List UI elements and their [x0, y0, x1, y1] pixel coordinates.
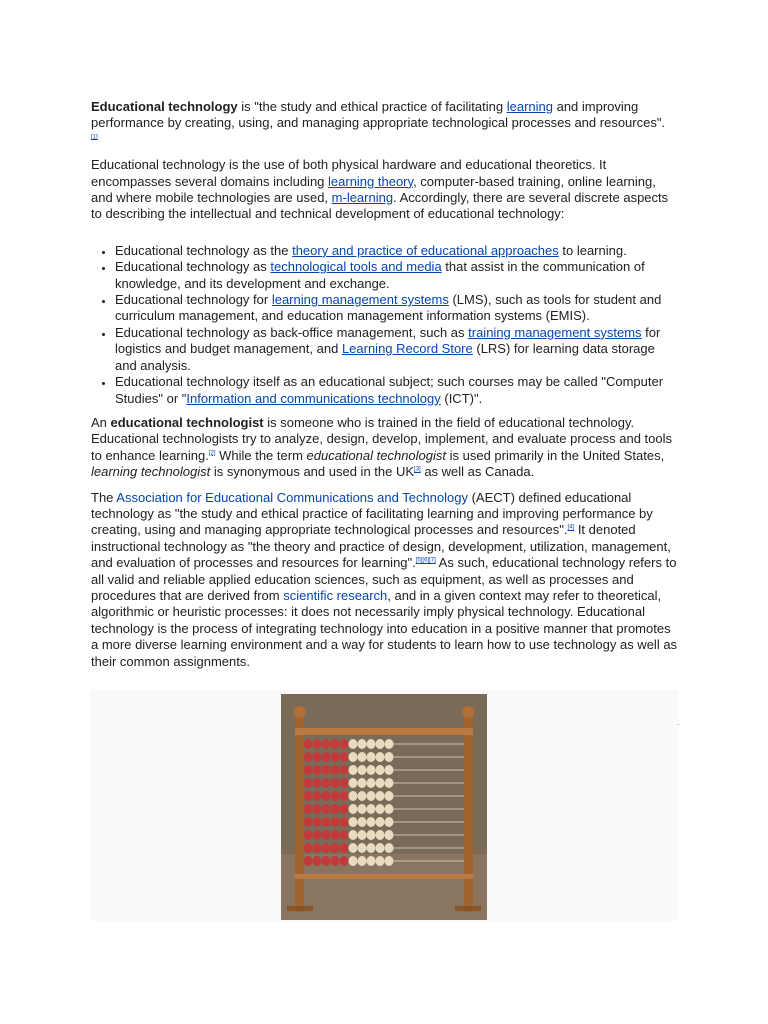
para3-italic-2: learning technologist: [91, 464, 211, 480]
abacus-bead: [313, 830, 322, 840]
abacus-bead: [322, 830, 331, 840]
para4-text-1: The: [91, 489, 117, 505]
abacus-bead: [367, 804, 376, 814]
abacus-bead: [376, 778, 385, 788]
abacus-bead: [376, 791, 385, 801]
abacus-bead: [358, 856, 367, 866]
abacus-bead: [313, 765, 322, 775]
abacus-bead: [349, 856, 358, 866]
abacus-bead: [349, 739, 358, 749]
abacus-bead: [358, 765, 367, 775]
abacus-bead: [313, 804, 322, 814]
abacus-bead: [340, 804, 349, 814]
abacus-bead: [313, 791, 322, 801]
abacus-bead: [331, 817, 340, 827]
abacus-bead: [331, 856, 340, 866]
para3-text-3: While the term: [215, 447, 307, 463]
abacus-bead: [349, 765, 358, 775]
abacus-bead: [331, 804, 340, 814]
abacus-bead: [322, 843, 331, 853]
abacus-bead: [349, 752, 358, 762]
abacus-bead: [322, 765, 331, 775]
paragraph-3: [91, 415, 679, 481]
abacus-bead: [340, 817, 349, 827]
abacus-bead: [385, 830, 394, 840]
abacus-bead: [313, 856, 322, 866]
abacus-bead: [304, 752, 313, 762]
abacus-bead: [304, 765, 313, 775]
intro-paragraph: [91, 99, 679, 148]
para2-text-3: . Accordingly, there are several discrete aspects to describing the intellectual and technical development of educational technology:: [91, 190, 669, 222]
para3-bold: educational technologist: [110, 414, 264, 430]
link-learning-record-store[interactable]: Learning Record Store: [341, 341, 473, 357]
abacus-bead: [304, 856, 313, 866]
abacus-bead: [367, 739, 376, 749]
abacus-bead: [322, 791, 331, 801]
abacus-bead: [367, 752, 376, 762]
abacus-bead: [304, 804, 313, 814]
para2-text-2: , computer-based training, online learning, and where mobile technologies are used,: [91, 173, 656, 206]
intro-text-1: is "the study and ethical practice of facilitating: [237, 99, 507, 114]
ref-4[interactable]: [4]: [567, 525, 575, 532]
frame-post-left: [295, 716, 304, 912]
abacus-bead: [367, 778, 376, 788]
abacus-bead: [385, 856, 394, 866]
para3-italic-1: educational technologist: [306, 447, 447, 463]
frame-bottom-bar: [295, 874, 473, 879]
item4-text-3: (LRS) for learning data storage and analysis.: [115, 341, 655, 373]
abacus-bead: [349, 830, 358, 840]
abacus-bead: [376, 830, 385, 840]
ref-1[interactable]: [1]: [91, 134, 98, 141]
abacus-bead: [358, 752, 367, 762]
abacus-bead: [313, 817, 322, 827]
abacus-bead: [313, 778, 322, 788]
abacus-bead: [340, 765, 349, 775]
abacus-bead: [340, 830, 349, 840]
abacus-bead: [340, 843, 349, 853]
abacus-bead: [349, 791, 358, 801]
list-item: [114, 259, 679, 292]
abacus-bead: [340, 791, 349, 801]
abacus-bead: [376, 804, 385, 814]
para3-text-2: is someone who is trained in the field of educational technology. Educational technologists try to analyze, design, develop, implement, and evaluate process and tools to enhance learning.: [91, 414, 673, 463]
para3-text-5: is synonymous and used in the UK: [210, 464, 415, 480]
abacus-bead: [367, 791, 376, 801]
abacus-bead: [358, 739, 367, 749]
abacus-bead: [358, 817, 367, 827]
abacus-bead: [385, 752, 394, 762]
para3-text-6: as well as Canada.: [420, 464, 535, 480]
abacus-bead: [358, 843, 367, 853]
list-item: [114, 374, 679, 407]
list-item: [114, 292, 679, 325]
abacus-bead: [331, 752, 340, 762]
abacus-bead: [331, 843, 340, 853]
item4-text-2: for logistics and budget management, and: [115, 324, 661, 357]
abacus-bead: [349, 778, 358, 788]
abacus-bead: [322, 778, 331, 788]
frame-post-right: [464, 716, 473, 912]
link-training-management[interactable]: training management systems: [468, 324, 642, 340]
abacus-bead: [376, 752, 385, 762]
item3-text-1: Educational technology for: [115, 292, 272, 308]
abacus-bead: [304, 739, 313, 749]
item4-text-1: Educational technology as back-office management, such as: [115, 324, 469, 340]
abacus-bead: [331, 739, 340, 749]
para4-text-2: (AECT) defined educational technology as "the study and ethical practice of facilitating learning and improving performance by creating, using and managing appropriate technological processes and resources".: [91, 489, 653, 538]
item2-text-1: Educational technology as: [115, 259, 271, 275]
ref-2[interactable]: [2]: [208, 450, 216, 457]
abacus-bead: [358, 804, 367, 814]
aspects-list: [91, 243, 679, 407]
abacus-bead: [376, 843, 385, 853]
paragraph-2: [91, 157, 679, 223]
para4-text-5: , and in a given context may refer to theoretical, algorithmic or heuristic processes: it does not necessarily imply physical technology. Educational technology is the process of integrating technology into education in a positive manner that promotes a more diverse learning environment and a way for students to learn how to use technology as well as their common assignments.: [91, 587, 678, 669]
intro-text-2: and improving performance by creating, using, and managing appropriate technological processes and resources".: [91, 99, 666, 131]
abacus-bead: [385, 765, 394, 775]
link-lms[interactable]: learning management systems: [271, 292, 449, 308]
abacus-bead: [304, 830, 313, 840]
abacus-bead: [304, 817, 313, 827]
abacus-bead: [367, 765, 376, 775]
abacus-bead: [385, 843, 394, 853]
abacus-bead: [358, 791, 367, 801]
abacus-bead: [340, 739, 349, 749]
frame-knob-right: [463, 706, 475, 718]
abacus-bead: [376, 739, 385, 749]
abacus-bead: [358, 778, 367, 788]
intro-bold-term: Educational technology: [91, 99, 238, 114]
para4-text-3: It denoted instructional technology as "the theory and practice of design, development, utilization, management, and evaluation of processes and resources for learning".: [91, 522, 671, 571]
abacus-image[interactable]: [281, 694, 487, 920]
abacus-bead: [313, 739, 322, 749]
abacus-bead: [331, 765, 340, 775]
abacus-bead: [367, 830, 376, 840]
abacus-bead: [331, 791, 340, 801]
abacus-bead: [385, 778, 394, 788]
abacus-bead: [385, 791, 394, 801]
paragraph-4: [91, 490, 679, 670]
link-scientific-research[interactable]: scientific research: [283, 587, 388, 603]
abacus-bead: [304, 843, 313, 853]
para3-text-4: is used primarily in the United States,: [446, 447, 665, 463]
list-item: [114, 325, 679, 374]
para4-text-4: As such, educational technology refers to all valid and reliable applied education sciences, such as equipment, as well as processes and procedures that are derived from: [91, 555, 677, 603]
abacus-bead: [349, 843, 358, 853]
abacus-bead: [322, 856, 331, 866]
ref-3[interactable]: [3]: [414, 466, 421, 473]
abacus-bead: [304, 778, 313, 788]
link-learning-theory[interactable]: learning theory: [328, 173, 414, 189]
abacus-bead: [376, 817, 385, 827]
item1-text-2: to learning.: [558, 242, 627, 258]
abacus-bead: [322, 817, 331, 827]
item3-text-2: (LMS), such as tools for student and curriculum management, and education management information systems (EMIS).: [115, 292, 662, 324]
item2-text-2: that assist in the communication of knowledge, and its development and exchange.: [115, 259, 645, 291]
frame-knob-left: [294, 706, 306, 718]
abacus-bead: [349, 804, 358, 814]
abacus-bead: [367, 856, 376, 866]
list-item: [114, 243, 679, 259]
link-theory-practice[interactable]: theory and practice of educational approaches: [292, 242, 559, 258]
frame-foot-right: [455, 906, 481, 911]
article-body: [91, 99, 679, 725]
para3-text-1: An: [91, 414, 111, 430]
abacus-bead: [340, 856, 349, 866]
abacus-bead: [322, 804, 331, 814]
para2-text-1: Educational technology is the use of both physical hardware and educational theoretics. It encompasses several domains including: [91, 157, 607, 189]
abacus-bead: [313, 843, 322, 853]
abacus-bead: [340, 752, 349, 762]
abacus-bead: [367, 843, 376, 853]
abacus-bead: [385, 804, 394, 814]
abacus-bead: [367, 817, 376, 827]
link-learning[interactable]: learning: [506, 99, 553, 114]
abacus-bead: [340, 778, 349, 788]
frame-top-bar: [295, 728, 473, 735]
abacus-bead: [322, 752, 331, 762]
abacus-bead: [358, 830, 367, 840]
abacus-bead: [322, 739, 331, 749]
abacus-bead: [376, 765, 385, 775]
item5-text-1: Educational technology itself as an educational subject; such courses may be called "Computer Studies" or ": [115, 374, 664, 406]
link-aect[interactable]: Association for Educational Communications and Technology: [116, 489, 468, 505]
abacus-bead: [331, 830, 340, 840]
abacus-bead: [331, 778, 340, 788]
link-ict[interactable]: Information and communications technology: [186, 390, 441, 406]
abacus-bead: [376, 856, 385, 866]
abacus-bead: [313, 752, 322, 762]
link-tools-media[interactable]: technological tools and media: [270, 259, 442, 275]
abacus-bead: [385, 817, 394, 827]
frame-foot-left: [287, 906, 313, 911]
link-m-learning[interactable]: m-learning: [331, 190, 394, 206]
ref-5-6-7[interactable]: [5][6][7]: [415, 557, 436, 564]
abacus-bead: [385, 739, 394, 749]
item1-text-1: Educational technology as the: [115, 242, 293, 258]
abacus-bead: [349, 817, 358, 827]
item5-text-2: (ICT)".: [440, 390, 483, 406]
abacus-bead: [304, 791, 313, 801]
